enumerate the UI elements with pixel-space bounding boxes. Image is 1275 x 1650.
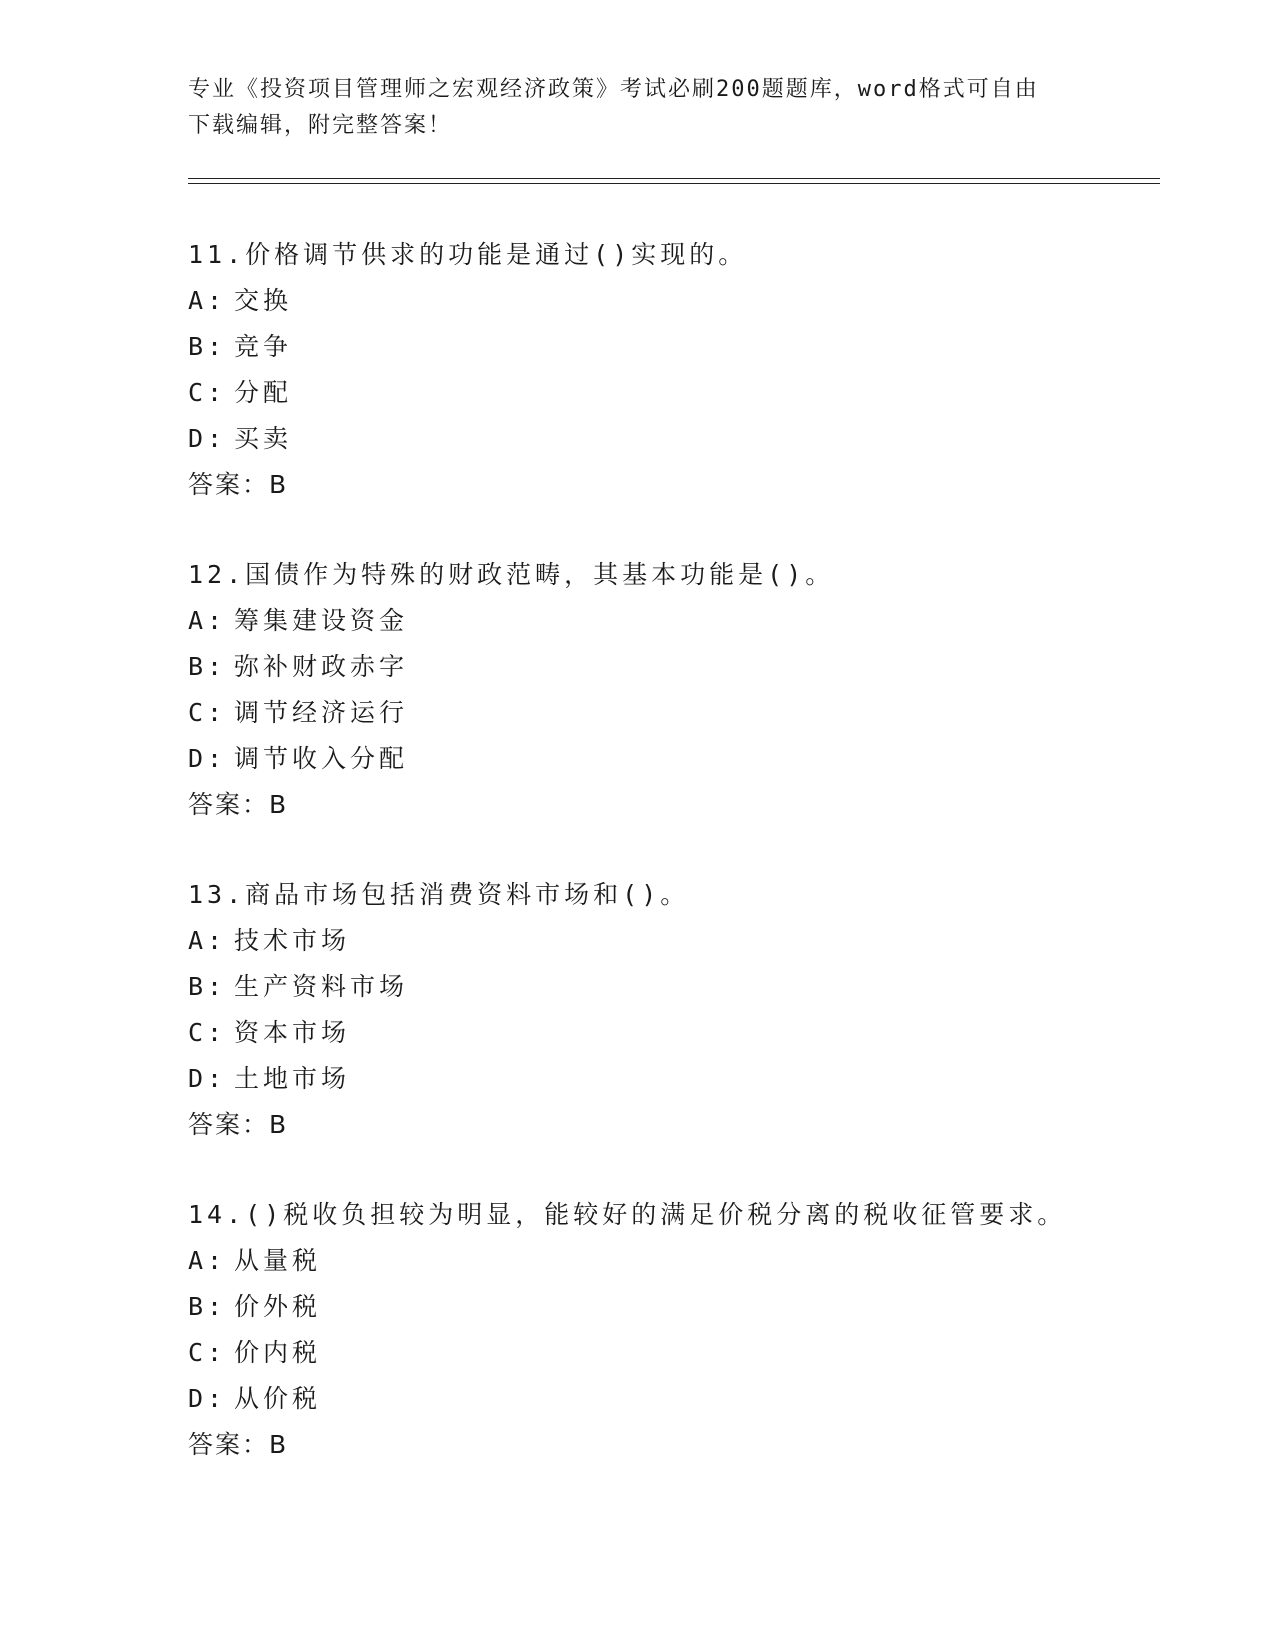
option-c bbox=[188, 370, 1148, 416]
option-letter: D: bbox=[188, 424, 227, 453]
option-d bbox=[188, 1056, 1148, 1102]
question-14 bbox=[188, 1192, 1148, 1512]
option-text: 调节收入分配 bbox=[234, 744, 409, 773]
answer-line: 答案：B bbox=[188, 1110, 289, 1139]
option-b bbox=[188, 324, 1148, 370]
option-b bbox=[188, 644, 1148, 690]
question-stem: 13.商品市场包括消费资料市场和()。 bbox=[188, 880, 690, 909]
answer-line: 答案：B bbox=[188, 1430, 289, 1459]
option-letter: A: bbox=[188, 926, 227, 955]
option-letter: C: bbox=[188, 1338, 227, 1367]
option-letter: B: bbox=[188, 972, 227, 1001]
option-letter: C: bbox=[188, 1018, 227, 1047]
option-letter: C: bbox=[188, 378, 227, 407]
option-d bbox=[188, 1376, 1148, 1422]
option-letter: C: bbox=[188, 698, 227, 727]
option-text: 从价税 bbox=[234, 1384, 322, 1413]
header-line-2: 下载编辑，附完整答案！ bbox=[188, 113, 453, 138]
question-stem: 14.()税收负担较为明显，能较好的满足价税分离的税收征管要求。 bbox=[188, 1200, 1067, 1229]
option-d bbox=[188, 736, 1148, 782]
document-header bbox=[188, 72, 1088, 144]
question-11 bbox=[188, 232, 1148, 552]
header-divider-bottom bbox=[188, 183, 1160, 184]
option-letter: A: bbox=[188, 606, 227, 635]
option-text: 土地市场 bbox=[234, 1064, 351, 1093]
option-c bbox=[188, 1010, 1148, 1056]
header-line-1: 专业《投资项目管理师之宏观经济政策》考试必刷200题题库，word格式可自由 bbox=[188, 77, 1039, 102]
option-text: 从量税 bbox=[234, 1246, 322, 1275]
option-letter: B: bbox=[188, 1292, 227, 1321]
option-text: 筹集建设资金 bbox=[234, 606, 409, 635]
header-divider-top bbox=[188, 178, 1160, 179]
question-list bbox=[188, 232, 1148, 1512]
option-b bbox=[188, 964, 1148, 1010]
option-text: 弥补财政赤字 bbox=[234, 652, 409, 681]
option-letter: B: bbox=[188, 332, 227, 361]
option-text: 交换 bbox=[234, 286, 293, 315]
option-b bbox=[188, 1284, 1148, 1330]
option-text: 买卖 bbox=[234, 424, 293, 453]
question-12 bbox=[188, 552, 1148, 872]
option-text: 资本市场 bbox=[234, 1018, 351, 1047]
option-text: 生产资料市场 bbox=[234, 972, 409, 1001]
option-a bbox=[188, 918, 1148, 964]
option-text: 竞争 bbox=[234, 332, 293, 361]
option-d bbox=[188, 416, 1148, 462]
question-stem: 11.价格调节供求的功能是通过()实现的。 bbox=[188, 240, 748, 269]
option-text: 技术市场 bbox=[234, 926, 351, 955]
option-a bbox=[188, 278, 1148, 324]
option-text: 分配 bbox=[234, 378, 293, 407]
option-letter: D: bbox=[188, 1064, 227, 1093]
option-letter: B: bbox=[188, 652, 227, 681]
option-text: 价内税 bbox=[234, 1338, 322, 1367]
option-a bbox=[188, 1238, 1148, 1284]
option-a bbox=[188, 598, 1148, 644]
question-13 bbox=[188, 872, 1148, 1192]
option-text: 调节经济运行 bbox=[234, 698, 409, 727]
option-letter: D: bbox=[188, 744, 227, 773]
question-stem: 12.国债作为特殊的财政范畴，其基本功能是()。 bbox=[188, 560, 835, 589]
answer-line: 答案：B bbox=[188, 470, 289, 499]
option-c bbox=[188, 1330, 1148, 1376]
option-text: 价外税 bbox=[234, 1292, 322, 1321]
option-c bbox=[188, 690, 1148, 736]
option-letter: D: bbox=[188, 1384, 227, 1413]
answer-line: 答案：B bbox=[188, 790, 289, 819]
option-letter: A: bbox=[188, 1246, 227, 1275]
option-letter: A: bbox=[188, 286, 227, 315]
